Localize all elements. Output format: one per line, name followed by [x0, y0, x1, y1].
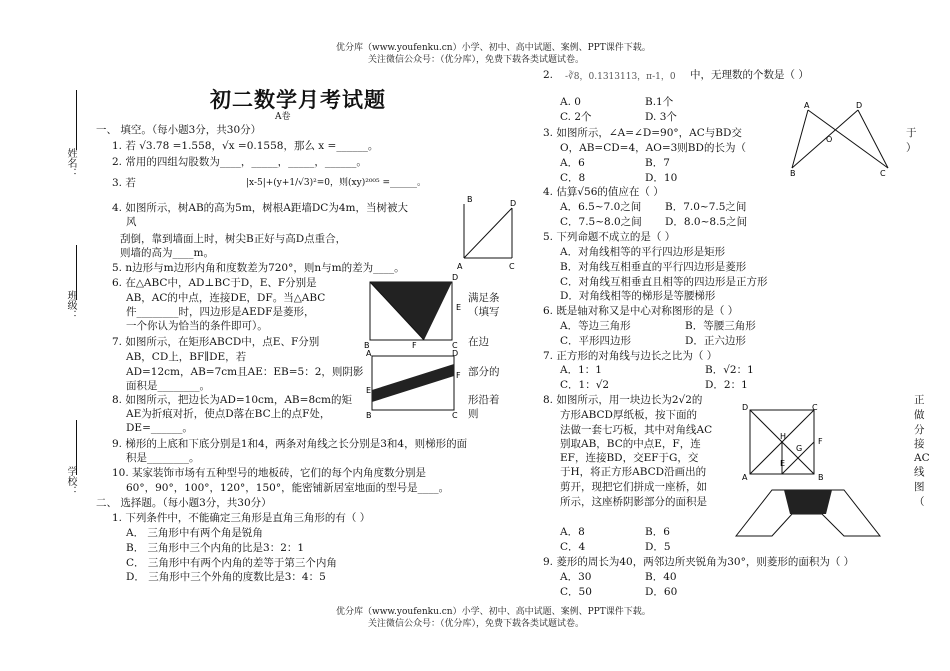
tangram-label-f: F — [818, 437, 823, 446]
q2-4: 4. 估算√56的值应在（ ） — [543, 186, 664, 198]
bridge-figure — [732, 484, 882, 540]
q1-7-tail-2: 部分的 — [468, 366, 500, 378]
q2-8-edge-4: 接 — [914, 438, 925, 450]
side-class-label: 班级： — [65, 290, 76, 320]
tree-label-d: D — [510, 199, 517, 208]
q2-8: 8. 如图所示，用一块边长为2√2的 — [543, 394, 703, 406]
bow-label-a: A — [804, 101, 810, 110]
bow-label-d: D — [856, 101, 863, 110]
q2-8-edge-7: 图 — [914, 481, 925, 493]
q1-7-b: AB，CD上，BF∥DE，若 — [126, 351, 247, 363]
q2-6: 6. 既是轴对称又是中心对称图形的是（ ） — [543, 305, 739, 317]
rect-figure-q6 — [364, 273, 464, 350]
q2-8-g: 剪开，现把它们拼成一座桥，如 — [560, 481, 707, 493]
q2-1: 1. 下列条件中，不能确定三角形是直角三角形的有（ ） — [112, 512, 371, 524]
q2-1-a: A． 三角形中有两个角是锐角 — [126, 527, 263, 539]
q2-9-a: A．30 — [560, 571, 592, 583]
q1-10: 10. 某家装饰市场有五种型号的地板砖，它们的每个内角度数分别是 — [112, 467, 427, 479]
q2-6-a: A．等边三角形 — [560, 320, 631, 332]
bow-figure-q3 — [784, 101, 902, 180]
q2-8-h: 所示，这座桥阴影部分的面积是 — [560, 496, 707, 508]
footer-line-1: 优分库（www.youfenku.cn）小学、初中、高中试题、案例、PPT课件下载。 — [336, 607, 651, 617]
q2-2-b: B.1个 — [645, 96, 674, 108]
q1-6-d: 一个你认为恰当的条件即可）。 — [126, 320, 268, 332]
q2-8-e: EF，连接BD，交EF于G，交 — [560, 452, 699, 464]
q2-1-c: C． 三角形中有两个内角的差等于第三个内角 — [126, 557, 337, 569]
q1-2: 2. 常用的四组勾股数为____，_____，_____，______。 — [112, 156, 367, 168]
q2-8-edge-8: （ — [914, 496, 925, 508]
tangram-label-a: A — [742, 473, 748, 482]
q7-label-b: B — [366, 411, 372, 420]
bow-label-c: C — [880, 169, 886, 178]
side-school-label: 学校： — [65, 466, 76, 496]
q2-8-opt-c: C．4 — [560, 541, 586, 553]
q2-2-text: 中，无理数的个数是（ ） — [690, 69, 809, 81]
footer-line-2: 关注微信公众号：（优分库），免费下载各类试题试卷。 — [368, 619, 585, 629]
q2-5-c: C．对角线互相垂直且相等的四边形是正方形 — [560, 276, 768, 288]
q2-8-edge-2: 做 — [914, 409, 925, 421]
q1-8-b: AE为折痕对折，使点D落在BC上的点F处， — [126, 408, 331, 420]
q1-7-d: 面积是________。 — [126, 380, 210, 392]
q2-3-opt-c: C．8 — [560, 172, 586, 184]
q2-5: 5. 下列命题不成立的是（ ） — [543, 231, 676, 243]
q1-3: 3. 若 — [112, 177, 136, 189]
q2-7-d: D．2：1 — [705, 379, 748, 391]
q2-6-d: D．正六边形 — [685, 335, 746, 347]
tree-label-b: B — [467, 195, 473, 204]
tree-label-a: A — [457, 262, 463, 271]
q2-2-numbers: -∛8，0.1313113，π-1，0 — [565, 72, 676, 82]
q2-3-tail: 于 — [906, 127, 917, 139]
header-line-1: 优分库（www.youfenku.cn）小学、初中、高中试题、案例、PPT课件下载。 — [336, 43, 651, 53]
tangram-figure — [740, 400, 824, 482]
q1-7-c: AD=12cm，AB=7cm且AE：EB=5：2，则阴影 — [126, 366, 364, 378]
q1-8: 8. 如图所示，把边长为AD=10cm，AB=8cm的矩 — [112, 394, 352, 406]
header-line-2: 关注微信公众号：（优分库），免费下载各类试题试卷。 — [368, 55, 585, 65]
q6-label-d: D — [452, 273, 459, 282]
q7-label-e: E — [366, 386, 372, 395]
q2-7: 7. 正方形的对角线与边长之比为（ ） — [543, 350, 718, 362]
q1-6: 6. 在△ABC中，AD⊥BC于D，E、F分别是 — [112, 277, 317, 289]
q1-4-c: 刮倒，靠到墙面上时，树尖B正好与高D点重合， — [120, 233, 347, 245]
side-line-1 — [76, 90, 77, 150]
q1-4-b: 风 — [126, 216, 137, 228]
q2-4-a: A．6.5~7.0之间 — [560, 201, 642, 213]
q2-5-b: B．对角线互相垂直的平行四边形是菱形 — [560, 261, 747, 273]
q2-3-opt-a: A．6 — [560, 157, 585, 169]
tangram-label-d: D — [742, 403, 749, 412]
q1-10-b: 60°，90°，100°，120°，150°，能密铺新居室地面的型号是____。 — [126, 482, 450, 494]
q1-8-c: DE=______。 — [126, 422, 193, 434]
tangram-label-e: E — [780, 459, 786, 468]
q2-8-edge-1: 正 — [914, 394, 925, 406]
tangram-label-b: B — [818, 473, 824, 482]
q1-6-tail-2: （填写 — [468, 306, 500, 318]
q6-label-f: F — [412, 341, 417, 350]
q2-4-d: D．8.0~8.5之间 — [665, 216, 748, 228]
q2-8-b: 方形ABCD厚纸板，按下面的 — [560, 409, 697, 421]
q2-9: 9. 菱形的周长为40，两邻边所夹锐角为30°，则菱形的面积为（ ） — [543, 556, 855, 568]
q2-8-edge-3: 分 — [914, 424, 925, 436]
q2-8-opt-a: A．8 — [560, 526, 585, 538]
q6-label-c: C — [452, 341, 458, 350]
tree-label-c: C — [509, 262, 515, 271]
q6-label-e: E — [456, 303, 462, 312]
exam-subtitle: A卷 — [275, 112, 291, 122]
q2-8-c: 法做一套七巧板，其中对角线AC — [560, 424, 713, 436]
q1-6-b: AB，AC的中点，连接DE，DF。当△ABC — [126, 292, 326, 304]
q2-8-opt-d: D．5 — [645, 541, 671, 553]
tangram-label-c: C — [812, 403, 818, 412]
q1-3-formula: |x-5|+(y+1/√3)²=0，则(xy)²⁰⁰⁵ =______。 — [246, 178, 427, 188]
q2-6-b: B．等腰三角形 — [685, 320, 756, 332]
q2-5-a: A．对角线相等的平行四边形是矩形 — [560, 246, 726, 258]
q2-2-a: A. 0 — [560, 96, 581, 108]
q2-8-opt-b: B．6 — [645, 526, 670, 538]
q2-8-d: 别取AB，BC的中点E，F，连 — [560, 438, 701, 450]
q7-label-f: F — [456, 371, 461, 380]
q1-7-tail-1: 在边 — [468, 336, 489, 348]
q2-7-a: A．1：1 — [560, 364, 602, 376]
rect-figure-q7 — [364, 350, 464, 420]
tangram-label-g: G — [796, 444, 803, 453]
q2-6-c: C．平形四边形 — [560, 335, 632, 347]
q2-1-b: B． 三角形中三个内角的比是3：2：1 — [126, 542, 305, 554]
q7-label-c: C — [452, 411, 458, 420]
q2-5-d: D．对角线相等的梯形是等腰梯形 — [560, 290, 716, 302]
q1-1: 1. 若 √3.78 =1.558，√x =0.1558，那么 x =______。 — [112, 140, 379, 152]
q2-7-c: C．1：√2 — [560, 379, 610, 391]
q7-label-d: D — [452, 349, 459, 358]
q2-2-c: C. 2个 — [560, 111, 592, 123]
q1-9-b: 积是________。 — [126, 452, 200, 464]
q2-8-edge-5: AC — [914, 452, 930, 464]
q2-2-d: D. 3个 — [645, 111, 677, 123]
q1-6-tail-1: 满足条 — [468, 292, 500, 304]
section-1-heading: 一、 填空。（每小题3分，共30分） — [96, 124, 262, 136]
q2-3-opt-d: D．10 — [645, 172, 678, 184]
q1-9: 9. 梯形的上底和下底分别是1和4，两条对角线之长分别是3和4，则梯形的面 — [112, 438, 468, 450]
q7-label-a: A — [366, 349, 372, 358]
q2-2-num: 2. — [543, 69, 554, 81]
q1-4-d: 则墙的高为____m。 — [120, 247, 214, 259]
tangram-label-h: H — [780, 432, 787, 441]
tree-figure — [452, 192, 522, 272]
q1-6-c: 件________时，四边形是AEDF是菱形， — [126, 306, 315, 318]
q1-8-tail-2: 则 — [468, 408, 479, 420]
q2-3-opt-b: B．7 — [645, 157, 670, 169]
q2-9-b: B．40 — [645, 571, 677, 583]
q2-8-edge-6: 线 — [914, 466, 925, 478]
side-name-label: 姓名： — [65, 148, 76, 178]
q2-9-c: C．50 — [560, 586, 592, 598]
q1-4: 4. 如图所示，树AB的高为5m，树根A距墙DC为4m，当树被大 — [112, 202, 408, 214]
q2-3-paren: ） — [906, 142, 917, 154]
q2-3-b: O，AB=CD=4，AO=3则BD的长为（ — [560, 142, 746, 154]
q2-9-d: D．60 — [645, 586, 678, 598]
exam-title: 初二数学月考试题 — [210, 88, 386, 112]
q2-7-b: B．√2：1 — [705, 364, 754, 376]
q1-8-tail-1: 形沿着 — [468, 394, 500, 406]
q1-5: 5. n边形与m边形内角和度数差为720°，则n与m的差为____。 — [112, 262, 405, 274]
section-2-heading: 二、 选择题。（每小题3分，共30分） — [96, 497, 272, 509]
q2-4-b: B．7.0~7.5之间 — [665, 201, 747, 213]
q2-1-d: D． 三角形中三个外角的度数比是3：4：5 — [126, 571, 326, 583]
bow-label-b: B — [790, 169, 796, 178]
q2-8-f: 于H，将正方形ABCD沿画出的 — [560, 466, 707, 478]
q2-3: 3. 如图所示，∠A=∠D=90°，AC与BD交 — [543, 127, 742, 139]
bow-label-o: O — [826, 135, 833, 144]
q2-4-c: C．7.5~8.0之间 — [560, 216, 642, 228]
q1-7: 7. 如图所示，在矩形ABCD中，点E、F分别 — [112, 336, 320, 348]
q6-label-b: B — [364, 341, 370, 350]
